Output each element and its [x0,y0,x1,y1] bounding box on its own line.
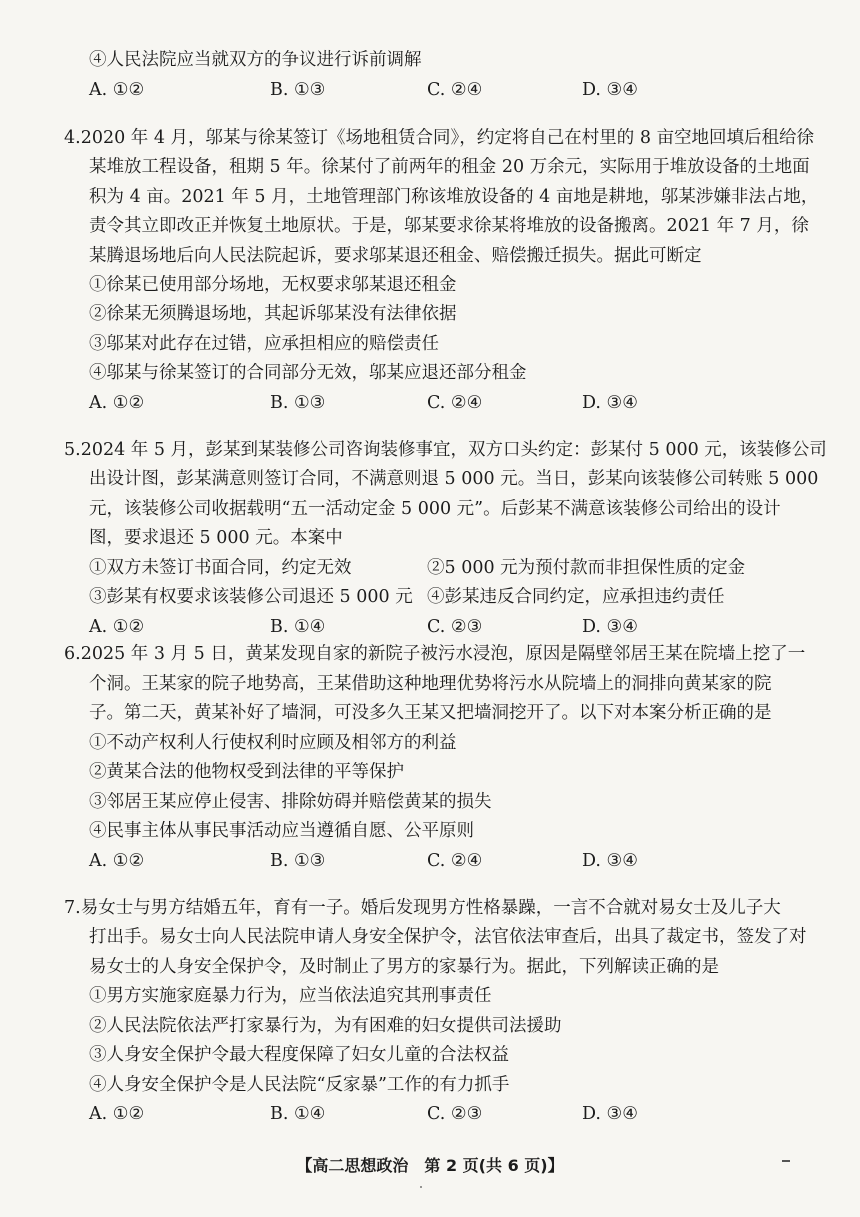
answer-option: B. ①③ [270,850,326,871]
text-line: 出设计图，彭某满意则签订合同，不满意则退 5 000 元。当日，彭某向该装修公司转账 5 000 [89,469,819,490]
answer-option: B. ①④ [270,1104,326,1124]
text-line: 子。第二天，黄某补好了墙洞，可没多久王某又把墙洞挖开了。以下对本案分析正确的是 [89,703,772,724]
answer-option: D. ③④ [582,616,638,637]
answer-option: ②5 000 元为预付款而非担保性质的定金 [427,557,746,578]
text-line: 6.2025 年 3 月 5 日，黄某发现自家的新院子被污水浸泡，原因是隔壁邻居王某在院墙上挖了一 [64,644,806,665]
scan-speck [420,1186,422,1188]
text-line: 元，该装修公司收据载明“五一活动定金 5 000 元”。后彭某不满意该装修公司给出的设计 [89,498,781,519]
answer-option: ③彭某有权要求该装修公司退还 5 000 元 [89,587,413,608]
text-line: ①不动产权利人行使权利时应顾及相邻方的利益 [89,732,457,753]
answer-option: C. ②③ [427,1104,483,1124]
answer-option: A. ①② [89,616,145,637]
answer-option: C. ②④ [427,79,483,100]
text-line: ③邬某对此存在过错，应承担相应的赔偿责任 [89,333,439,354]
answer-option: ④彭某违反合同约定，应承担违约责任 [427,587,725,608]
answer-option: B. ①④ [270,616,326,637]
text-line: 4.2020 年 4 月，邬某与徐某签订《场地租赁合同》，约定将自己在村里的 8 亩空地回填后租给徐 [64,127,815,148]
text-line: ③人身安全保护令最大程度保障了妇女儿童的合法权益 [89,1045,509,1066]
answer-option: D. ③④ [582,392,638,413]
text-line: 图，要求退还 5 000 元。本案中 [89,528,343,549]
answer-option: B. ①③ [270,392,326,413]
answer-option: A. ①② [89,1104,145,1124]
text-line: ④人身安全保护令是人民法院“反家暴”工作的有力抓手 [89,1074,510,1095]
text-line: 5.2024 年 5 月，彭某到某装修公司咨询装修事宜，双方口头约定：彭某付 5 000 元，该装修公司 [64,439,827,460]
answer-option: D. ③④ [582,850,638,871]
text-line: ①徐某已使用部分场地，无权要求邬某退还租金 [89,275,457,296]
answer-option: C. ②④ [427,392,483,413]
text-line: ②黄某合法的他物权受到法律的平等保护 [89,762,404,783]
text-line: 责令其立即改正并恢复土地原状。于是，邬某要求徐某将堆放的设备搬离。2021 年 7 月，徐 [89,216,809,237]
text-line: ④民事主体从事民事活动应当遵循自愿、公平原则 [89,821,474,842]
answer-option: A. ①② [89,850,145,871]
text-line: ④人民法院应当就双方的争议进行诉前调解 [89,50,422,71]
answer-option: D. ③④ [582,79,638,100]
text-line: ②人民法院依法严打家暴行为，为有困难的妇女提供司法援助 [89,1015,562,1036]
answer-option: A. ①② [89,79,145,100]
answer-option: C. ②④ [427,850,483,871]
text-line: ②徐某无须腾退场地，其起诉邬某没有法律依据 [89,304,457,325]
answer-option: D. ③④ [582,1104,638,1124]
text-line: ③邻居王某应停止侵害、排除妨碍并赔偿黄某的损失 [89,791,492,812]
answer-option: C. ②③ [427,616,483,637]
text-line: 某堆放工程设备，租期 5 年。徐某付了前两年的租金 20 万余元，实际用于堆放设备的土地面 [89,157,810,178]
scan-mark [782,1160,790,1162]
text-line: 易女士的人身安全保护令，及时制止了男方的家暴行为。据此，下列解读正确的是 [89,956,719,977]
text-line: 积为 4 亩。2021 年 5 月，土地管理部门称该堆放设备的 4 亩地是耕地，邬某涉嫌非法占地， [89,186,819,207]
text-line: 个洞。王某家的院子地势高，王某借助这种地理优势将污水从院墙上的洞排向黄某家的院 [89,673,772,694]
answer-option: A. ①② [89,392,145,413]
answer-option: B. ①③ [270,79,326,100]
text-line: 打出手。易女士向人民法院申请人身安全保护令，法官依法审查后，出具了裁定书，签发了对 [89,927,807,948]
text-line: ①男方实施家庭暴力行为，应当依法追究其刑事责任 [89,986,492,1007]
answer-option: ①双方未签订书面合同，约定无效 [89,557,352,578]
text-line: 某腾退场地后向人民法院起诉，要求邬某退还租金、赔偿搬迁损失。据此可断定 [89,245,702,266]
text-line: 7.易女士与男方结婚五年，育有一子。婚后发现男方性格暴躁，一言不合就对易女士及儿子大 [64,897,781,918]
page-footer: 【高二思想政治 第 2 页(共 6 页)】 [296,1156,564,1175]
text-line: ④邬某与徐某签订的合同部分无效，邬某应退还部分租金 [89,363,527,384]
